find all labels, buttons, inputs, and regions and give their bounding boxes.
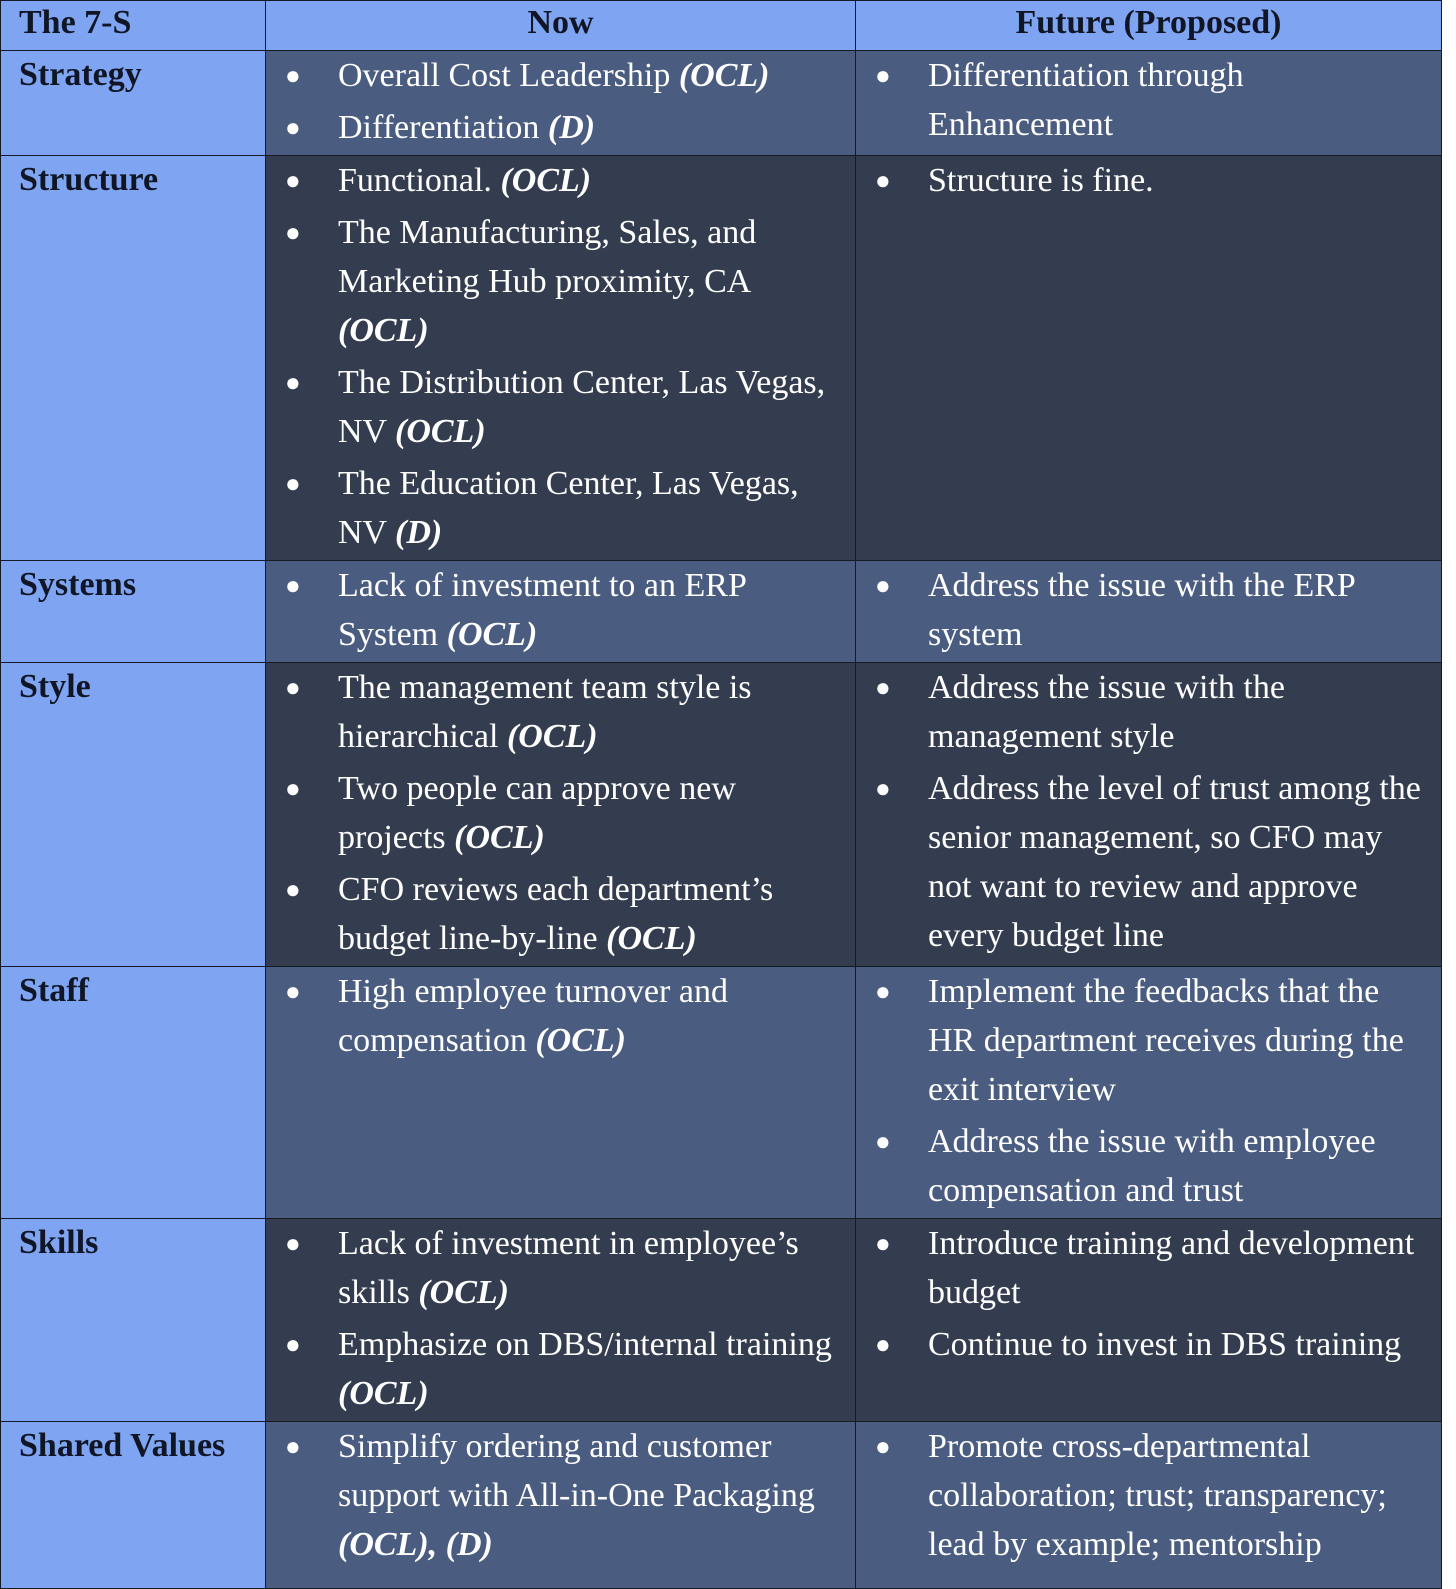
- table-row: [1, 1422, 1442, 1589]
- item-text: Address the issue with the management style: [928, 669, 1285, 755]
- future-bullet-list: [856, 156, 1441, 208]
- bullet-icon: ●: [285, 1229, 301, 1258]
- bullet-icon: ●: [285, 166, 301, 195]
- list-item: [266, 764, 855, 862]
- row-label: Systems: [1, 561, 266, 663]
- bullet-icon: ●: [285, 368, 301, 397]
- strategy-tag: (OCL): [506, 718, 598, 755]
- item-text: Address the level of trust among the senior management, so CFO may not want to review and approve every budget line: [928, 770, 1421, 954]
- row-label: Strategy: [1, 51, 266, 156]
- bullet-icon: ●: [285, 113, 301, 142]
- strategy-tag: (OCL): [395, 413, 486, 450]
- item-text: Simplify ordering and customer support with All-in-One Packaging: [338, 1428, 815, 1514]
- item-text: The Education Center, Las Vegas, NV: [338, 465, 799, 551]
- item-text: The Manufacturing, Sales, and Marketing Hub proximity, CA: [338, 214, 757, 300]
- item-text: Lack of investment in employee’s skills: [338, 1225, 799, 1311]
- bullet-icon: ●: [285, 774, 301, 803]
- now-bullet-list: [266, 51, 855, 155]
- strategy-tag: (D): [547, 109, 596, 146]
- strategy-tag: (OCL): [678, 57, 770, 94]
- list-item: [856, 156, 1441, 205]
- list-item: [266, 1320, 855, 1418]
- bullet-icon: ●: [285, 218, 301, 247]
- strategy-tag: (D): [395, 514, 443, 551]
- item-text: Structure is fine.: [928, 162, 1154, 199]
- future-bullet-list: [856, 663, 1441, 963]
- row-label: Skills: [1, 1219, 266, 1422]
- list-item: [856, 1422, 1441, 1569]
- item-text: The Distribution Center, Las Vegas, NV: [338, 364, 826, 450]
- item-text: Address the issue with the ERP system: [928, 567, 1355, 653]
- row-label: Staff: [1, 967, 266, 1219]
- bullet-icon: ●: [875, 977, 891, 1006]
- item-text: Two people can approve new projects: [338, 770, 736, 856]
- bullet-icon: ●: [285, 469, 301, 498]
- list-item: [856, 967, 1441, 1114]
- row-label: Shared Values: [1, 1422, 266, 1589]
- bullet-icon: ●: [285, 673, 301, 702]
- item-text: Emphasize on DBS/internal training: [338, 1326, 832, 1363]
- bullet-icon: ●: [875, 61, 891, 90]
- header-category: The 7-S: [1, 1, 266, 51]
- now-cell: [266, 156, 856, 561]
- strategy-tag: (OCL): [418, 1274, 509, 1311]
- bullet-icon: ●: [875, 1127, 891, 1156]
- future-bullet-list: [856, 1219, 1441, 1372]
- item-text: Promote cross-departmental collaboration; trust; transparency; lead by example; mentorship: [928, 1428, 1387, 1563]
- list-item: [266, 561, 855, 659]
- item-text: Functional.: [338, 162, 501, 199]
- list-item: [266, 459, 855, 557]
- list-item: [266, 967, 855, 1065]
- now-cell: [266, 561, 856, 663]
- list-item: [856, 764, 1441, 960]
- strategy-tag: (OCL): [606, 920, 697, 957]
- bullet-icon: ●: [875, 1432, 891, 1461]
- now-cell: [266, 967, 856, 1219]
- future-bullet-list: [856, 51, 1441, 152]
- strategy-tag: (OCL), (D): [338, 1526, 493, 1563]
- now-bullet-list: [266, 1422, 855, 1572]
- now-cell: [266, 663, 856, 967]
- list-item: [266, 208, 855, 355]
- item-text: CFO reviews each department’s budget line-by-line: [338, 871, 774, 957]
- table-row: [1, 156, 1442, 561]
- item-text: Overall Cost Leadership: [338, 57, 679, 94]
- list-item: [266, 663, 855, 761]
- item-text: Continue to invest in DBS training: [928, 1326, 1402, 1363]
- item-text: The management team style is hierarchical: [338, 669, 752, 755]
- item-text: Implement the feedbacks that the HR department receives during the exit interview: [928, 973, 1404, 1108]
- future-cell: [856, 561, 1442, 663]
- now-cell: [266, 1422, 856, 1589]
- bullet-icon: ●: [875, 774, 891, 803]
- row-label: Structure: [1, 156, 266, 561]
- bullet-icon: ●: [285, 571, 301, 600]
- table-row: [1, 967, 1442, 1219]
- list-item: [856, 1320, 1441, 1369]
- now-cell: [266, 51, 856, 156]
- bullet-icon: ●: [285, 977, 301, 1006]
- bullet-icon: ●: [875, 1330, 891, 1359]
- bullet-icon: ●: [285, 1432, 301, 1461]
- bullet-icon: ●: [875, 571, 891, 600]
- future-cell: [856, 663, 1442, 967]
- future-cell: [856, 156, 1442, 561]
- strategy-tag: (OCL): [446, 616, 538, 653]
- now-bullet-list: [266, 663, 855, 966]
- list-item: [856, 51, 1441, 149]
- future-bullet-list: [856, 967, 1441, 1218]
- table-row: [1, 1219, 1442, 1422]
- list-item: [266, 51, 855, 100]
- item-text: Differentiation: [338, 109, 548, 146]
- list-item: [856, 1117, 1441, 1215]
- now-cell: [266, 1219, 856, 1422]
- bullet-icon: ●: [875, 1229, 891, 1258]
- now-bullet-list: [266, 1219, 855, 1421]
- future-bullet-list: [856, 1422, 1441, 1572]
- bullet-icon: ●: [285, 1330, 301, 1359]
- future-bullet-list: [856, 561, 1441, 662]
- future-cell: [856, 1422, 1442, 1589]
- bullet-icon: ●: [285, 875, 301, 904]
- list-item: [266, 865, 855, 963]
- bullet-icon: ●: [285, 61, 301, 90]
- header-row: [1, 1, 1442, 51]
- header-now: Now: [266, 1, 856, 51]
- list-item: [266, 1422, 855, 1569]
- list-item: [856, 1219, 1441, 1317]
- list-item: [266, 1219, 855, 1317]
- list-item: [266, 358, 855, 456]
- strategy-tag: (OCL): [338, 1375, 429, 1412]
- item-text: Lack of investment to an ERP System: [338, 567, 746, 653]
- item-text: Introduce training and development budget: [928, 1225, 1415, 1311]
- list-item: [266, 156, 855, 205]
- item-text: Differentiation through Enhancement: [928, 57, 1244, 143]
- list-item: [856, 663, 1441, 761]
- strategy-tag: (OCL): [535, 1022, 626, 1059]
- strategy-tag: (OCL): [338, 312, 429, 349]
- list-item: [266, 103, 855, 152]
- bullet-icon: ●: [875, 673, 891, 702]
- table-row: [1, 561, 1442, 663]
- future-cell: [856, 51, 1442, 156]
- strategy-tag: (OCL): [454, 819, 545, 856]
- bullet-icon: ●: [875, 166, 891, 195]
- list-item: [856, 561, 1441, 659]
- future-cell: [856, 967, 1442, 1219]
- now-bullet-list: [266, 967, 855, 1068]
- item-text: High employee turnover and compensation: [338, 973, 728, 1059]
- header-future: Future (Proposed): [856, 1, 1442, 51]
- strategy-tag: (OCL): [500, 162, 592, 199]
- table-row: [1, 51, 1442, 156]
- table-row: [1, 663, 1442, 967]
- future-cell: [856, 1219, 1442, 1422]
- now-bullet-list: [266, 561, 855, 662]
- row-label: Style: [1, 663, 266, 967]
- item-text: Address the issue with employee compensation and trust: [928, 1123, 1376, 1209]
- now-bullet-list: [266, 156, 855, 560]
